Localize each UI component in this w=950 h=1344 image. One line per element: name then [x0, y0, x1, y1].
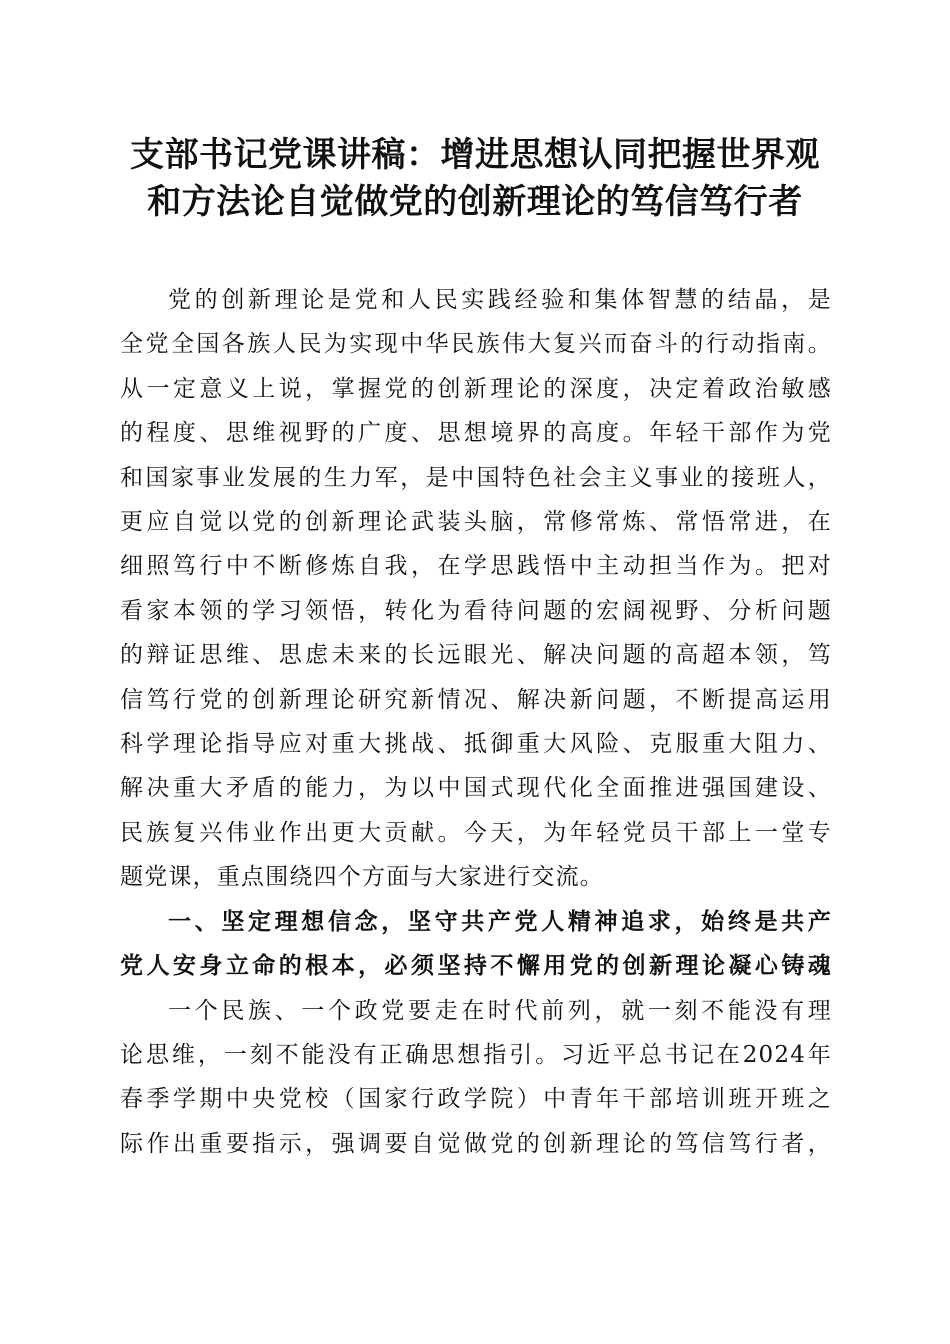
paragraph-line: 全党全国各族人民为实现中华民族伟大复兴而奋斗的行动指南。	[120, 331, 832, 358]
paragraph-line: 论思维，一刻不能没有正确思想指引。习近平总书记在2024年	[120, 1041, 832, 1068]
document-body	[120, 278, 832, 1166]
title-line: 和方法论自觉做党的创新理论的笃信笃行者	[147, 182, 803, 222]
title-line: 支部书记党课讲稿：增进思想认同把握世界观	[130, 135, 820, 175]
paragraph-line: 看家本领的学习领悟，转化为看待问题的宏阔视野、分析问题	[120, 597, 832, 624]
paragraph-line: 从一定意义上说，掌握党的创新理论的深度，决定着政治敏感	[120, 375, 832, 402]
paragraph-line: 信笃行党的创新理论研究新情况、解决新问题，不断提高运用	[120, 686, 832, 713]
paragraph-line: 科学理论指导应对重大挑战、抵御重大风险、克服重大阻力、	[120, 731, 832, 758]
paragraph-line: 的程度、思维视野的广度、思想境界的高度。年轻干部作为党	[120, 420, 832, 447]
paragraph-line: 和国家事业发展的生力军，是中国特色社会主义事业的接班人，	[120, 464, 832, 491]
document-title	[100, 132, 850, 226]
paragraph-line: 细照笃行中不断修炼自我，在学思践悟中主动担当作为。把对	[120, 553, 832, 580]
section-heading-1	[120, 900, 832, 989]
section-1-paragraph	[120, 989, 832, 1167]
paragraph-line: 更应自觉以党的创新理论武装头脑，常修常炼、常悟常进，在	[120, 509, 832, 536]
paragraph-line: 党的创新理论是党和人民实践经验和集体智慧的结晶，是	[168, 287, 832, 313]
paragraph-line: 解决重大矛盾的能力，为以中国式现代化全面推进强国建设、	[120, 775, 832, 802]
heading-line: 一、坚定理想信念，坚守共产党人精神追求，始终是共产	[168, 908, 832, 935]
paragraph-line: 的辩证思维、思虑未来的长远眼光、解决问题的高超本领，笃	[120, 642, 832, 669]
paragraph-line: 题党课，重点围绕四个方面与大家进行交流。	[120, 864, 604, 891]
paragraph-line: 一个民族、一个政党要走在时代前列，就一刻不能没有理	[168, 997, 832, 1024]
paragraph-line: 际作出重要指示，强调要自觉做党的创新理论的笃信笃行者，	[120, 1130, 832, 1157]
paragraph-line: 春季学期中央党校（国家行政学院）中青年干部培训班开班之	[120, 1086, 832, 1113]
paragraph-line: 民族复兴伟业作出更大贡献。今天，为年轻党员干部上一堂专	[120, 819, 832, 846]
heading-line: 党人安身立命的根本，必须坚持不懈用党的创新理论凝心铸魂	[120, 953, 832, 980]
intro-paragraph	[120, 278, 832, 900]
